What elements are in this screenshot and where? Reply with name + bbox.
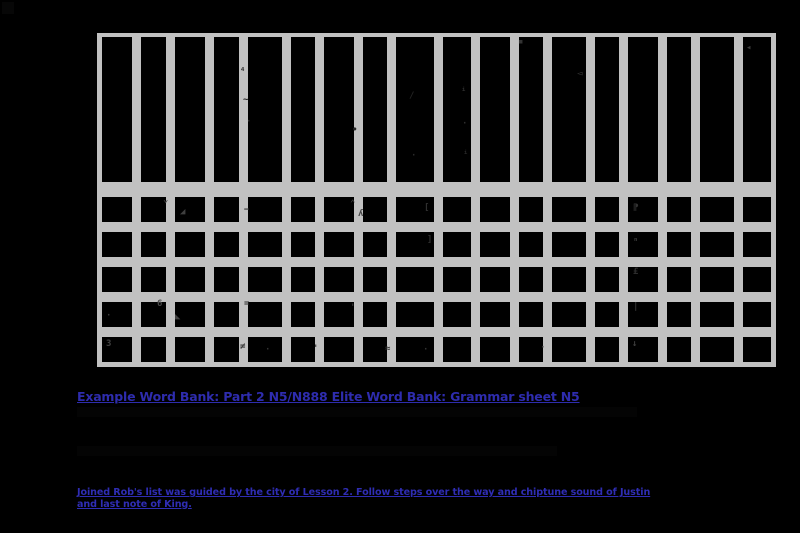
table-cell xyxy=(175,337,205,362)
table-cell xyxy=(480,232,510,257)
table-cell xyxy=(667,37,691,182)
table-cell xyxy=(443,267,471,292)
table-cell xyxy=(700,267,734,292)
table-cell xyxy=(324,37,354,182)
table-cell xyxy=(595,302,619,327)
table-cell xyxy=(363,197,387,222)
table-cell xyxy=(396,302,434,327)
table-cell xyxy=(595,37,619,182)
table-cell xyxy=(443,232,471,257)
table-cell xyxy=(667,302,691,327)
table-cell xyxy=(700,37,734,182)
faint-glyph-artifact: ⌄ xyxy=(163,195,169,205)
faint-glyph-artifact: ↓ xyxy=(632,339,638,349)
faint-glyph-artifact: [ xyxy=(424,203,430,213)
faint-glyph-artifact: ⌃ xyxy=(350,199,356,209)
table-cell xyxy=(743,197,771,222)
faint-glyph-artifact: · xyxy=(540,343,546,353)
table-cell xyxy=(396,267,434,292)
table-cell xyxy=(141,267,166,292)
table-cell xyxy=(396,37,434,182)
table-cell xyxy=(480,267,510,292)
table-cell xyxy=(628,267,658,292)
table-cell xyxy=(743,267,771,292)
faint-glyph-artifact: · xyxy=(411,151,417,161)
table-cell xyxy=(214,302,239,327)
faint-glyph-artifact: − xyxy=(244,205,250,215)
table-cell xyxy=(248,267,282,292)
faint-glyph-artifact: · xyxy=(265,345,271,355)
secondary-link[interactable] xyxy=(77,487,697,510)
table-cell xyxy=(480,302,510,327)
table-cell xyxy=(519,267,543,292)
faint-glyph-artifact: ⁋ xyxy=(633,203,639,213)
ghost-text-band xyxy=(77,407,637,417)
faint-glyph-artifact: · xyxy=(423,345,429,355)
faint-glyph-artifact: ◣ xyxy=(175,312,181,322)
faint-glyph-artifact: ◅ xyxy=(577,69,583,79)
table-cell xyxy=(363,302,387,327)
table-cell xyxy=(363,37,387,182)
table-cell xyxy=(443,37,471,182)
table-cell xyxy=(291,232,315,257)
faint-glyph-artifact: · xyxy=(106,311,112,321)
table-cell xyxy=(175,197,205,222)
faint-glyph-artifact: ⁿ xyxy=(633,237,639,247)
corner-artifact xyxy=(2,2,14,14)
table-cell xyxy=(396,197,434,222)
faint-glyph-artifact: 6 xyxy=(157,299,163,309)
table-cell xyxy=(248,337,282,362)
faint-glyph-artifact: / xyxy=(409,91,415,101)
table-cell xyxy=(595,267,619,292)
table-cell xyxy=(743,37,771,182)
faint-glyph-artifact: ⁴ xyxy=(240,67,246,77)
table-row xyxy=(102,299,771,327)
faint-glyph-artifact: ≈ xyxy=(385,344,391,354)
table-cell xyxy=(480,337,510,362)
table-cell xyxy=(248,37,282,182)
table-cell xyxy=(552,267,586,292)
faint-glyph-artifact: ⁱ xyxy=(461,87,467,97)
table-cell xyxy=(324,337,354,362)
table-cell xyxy=(443,302,471,327)
table-cell xyxy=(396,232,434,257)
table-cell xyxy=(291,37,315,182)
table-cell xyxy=(291,337,315,362)
table-cell xyxy=(248,197,282,222)
faint-glyph-artifact: ◢ xyxy=(180,207,186,217)
faint-glyph-artifact: ] xyxy=(427,235,433,245)
faint-glyph-artifact: · xyxy=(246,117,252,127)
table-cell xyxy=(248,232,282,257)
table-cell xyxy=(552,302,586,327)
table-cell xyxy=(743,232,771,257)
table-cell xyxy=(628,197,658,222)
faint-glyph-artifact: · xyxy=(462,119,468,129)
faint-glyph-artifact: ꞌ xyxy=(350,303,356,313)
table-cell xyxy=(214,37,239,182)
table-cell xyxy=(363,267,387,292)
table-cell xyxy=(480,197,510,222)
table-cell xyxy=(291,302,315,327)
table-cell xyxy=(552,37,586,182)
header-separator xyxy=(102,182,771,197)
table-cell xyxy=(324,197,354,222)
table-cell xyxy=(552,197,586,222)
faint-glyph-artifact: ~ xyxy=(243,95,249,105)
table-cell xyxy=(141,195,169,222)
table-cell xyxy=(291,197,315,222)
faint-glyph-artifact: ≠ xyxy=(240,342,246,352)
table-row xyxy=(102,232,771,257)
table-cell xyxy=(175,302,205,327)
table-cell xyxy=(102,337,132,362)
table-cell xyxy=(628,302,658,327)
faint-glyph-artifact: ꞌ xyxy=(313,344,319,354)
faint-glyph-artifact: ▪ xyxy=(518,37,524,47)
table-cell xyxy=(102,232,132,257)
table-cell xyxy=(552,232,586,257)
table-cell xyxy=(141,37,166,182)
table-cell xyxy=(700,302,734,327)
primary-link[interactable]: Example Word Bank: Part 2 N5/N888 Elite Word Bank: Grammar sheet N5 xyxy=(77,389,580,404)
table-cell xyxy=(175,37,205,182)
table-cell xyxy=(667,337,691,362)
data-grid-table xyxy=(97,33,776,367)
table-cell xyxy=(102,37,132,182)
table-cell xyxy=(214,232,239,257)
table-cell xyxy=(595,337,619,362)
table-cell xyxy=(519,197,543,222)
table-cell xyxy=(595,197,619,222)
table-cell xyxy=(519,337,546,362)
table-cell xyxy=(141,337,166,362)
table-cell xyxy=(102,267,132,292)
table-cell xyxy=(396,337,434,362)
faint-glyph-artifact: ʎ xyxy=(358,209,364,219)
table-cell xyxy=(700,232,734,257)
table-cell xyxy=(519,232,543,257)
faint-glyph-artifact: = xyxy=(244,299,250,309)
table-cell xyxy=(291,267,315,292)
table-cell xyxy=(443,197,471,222)
table-cell xyxy=(480,37,510,182)
faint-glyph-artifact: ᵢ xyxy=(463,147,469,157)
table-row xyxy=(102,197,771,222)
table-cell xyxy=(141,232,166,257)
table-header-row xyxy=(102,37,771,182)
ghost-text-band xyxy=(77,446,557,456)
table-row xyxy=(102,267,771,292)
table-cell xyxy=(700,337,734,362)
table-cell xyxy=(519,37,543,182)
table-cell xyxy=(102,197,132,222)
table-cell xyxy=(667,232,691,257)
table-cell xyxy=(363,232,387,257)
table-cell xyxy=(743,302,771,327)
table-cell xyxy=(628,337,658,362)
table-cell xyxy=(324,302,354,327)
table-cell xyxy=(743,337,771,362)
table-cell xyxy=(214,197,239,222)
table-cell xyxy=(667,197,691,222)
table-cell xyxy=(175,232,205,257)
faint-glyph-artifact: ◂ xyxy=(746,43,752,53)
table-cell xyxy=(248,302,282,327)
table-cell xyxy=(595,232,619,257)
table-cell xyxy=(175,267,205,292)
table-cell xyxy=(552,337,586,362)
table-row xyxy=(102,337,771,362)
faint-glyph-artifact: £ xyxy=(633,267,639,277)
table-cell xyxy=(628,232,658,257)
table-cell xyxy=(324,267,354,292)
secondary-link-line1: Joined Rob's list was guided by the city of Lesson 2. Follow steps over the way and chiptune sound of Justin xyxy=(77,487,651,498)
secondary-link-line2: and last note of King. xyxy=(77,498,192,510)
table-cell xyxy=(628,37,658,182)
table-cell xyxy=(214,337,239,362)
table-cell xyxy=(443,337,471,362)
table-cell xyxy=(324,232,354,257)
table-cell xyxy=(519,302,543,327)
table-cell xyxy=(214,267,239,292)
table-cell xyxy=(700,197,734,222)
table-cell xyxy=(102,302,132,327)
table-cell xyxy=(363,337,387,362)
table-cell xyxy=(141,299,166,327)
faint-glyph-artifact: | xyxy=(633,302,639,312)
faint-glyph-artifact: ∙ xyxy=(352,125,358,135)
table-cell xyxy=(667,267,691,292)
faint-glyph-artifact: 3 xyxy=(106,339,112,349)
